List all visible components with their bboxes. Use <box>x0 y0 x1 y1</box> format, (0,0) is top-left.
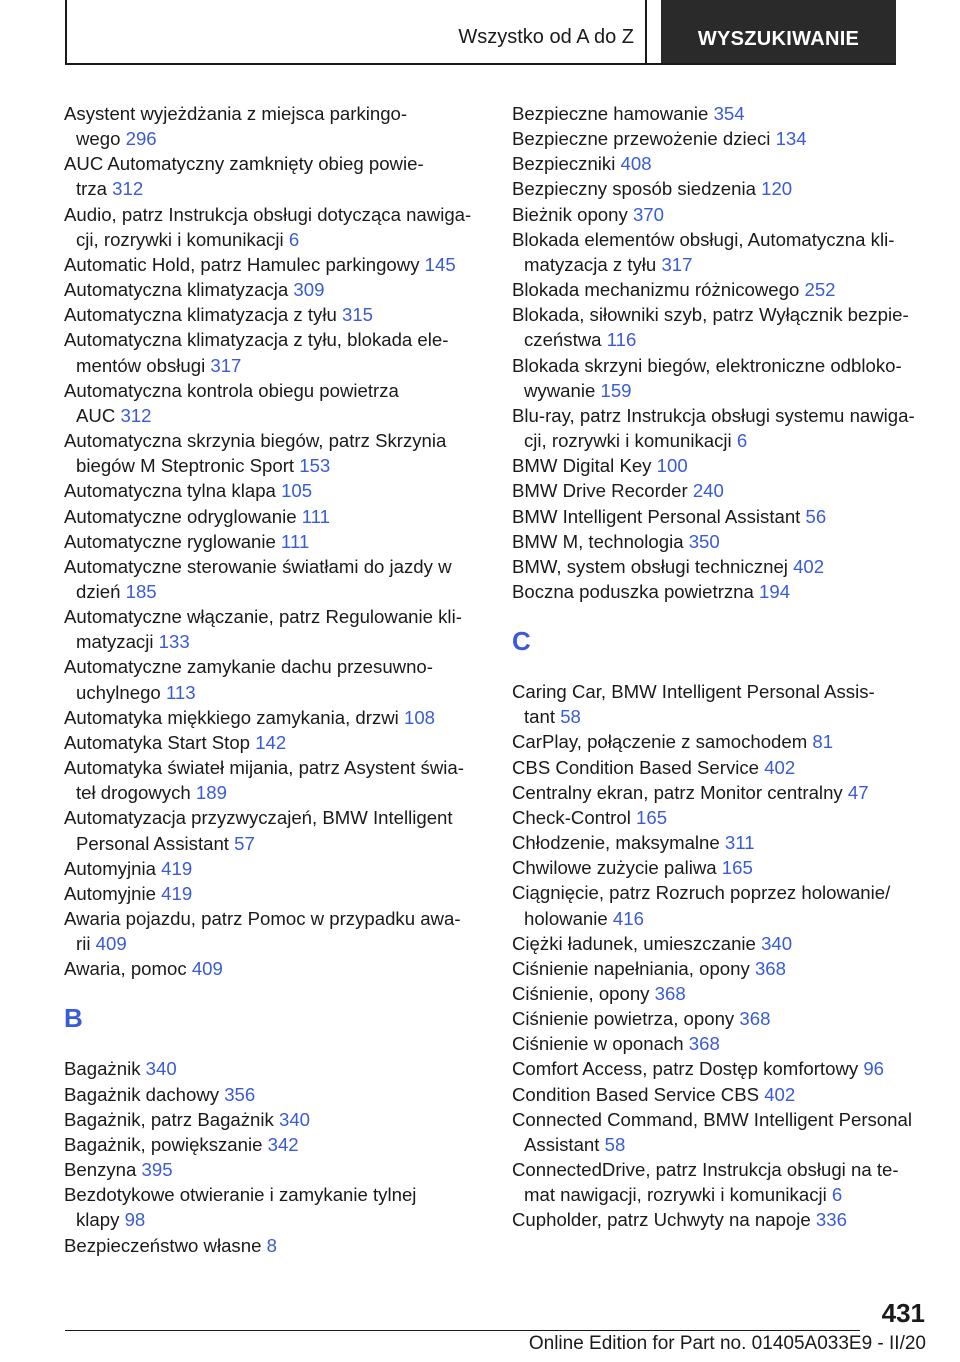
index-entry-text: Comfort Access, patrz Dostęp komfortowy <box>512 1058 859 1080</box>
index-entry-text: Ciężki ładunek, umieszczanie <box>512 932 756 954</box>
index-entry-text: mat nawigacji, rozrywki i komunikacji <box>524 1184 827 1206</box>
page-link[interactable]: 100 <box>656 455 688 477</box>
index-entry <box>64 202 484 252</box>
index-entry-text: Centralny ekran, patrz Monitor centralny <box>512 781 843 803</box>
index-entry <box>64 529 484 554</box>
index-entry-text: Chłodzenie, maksymalne <box>512 832 720 854</box>
index-entry-text: cji, rozrywki i komunikacji <box>524 430 732 452</box>
index-entry <box>64 1107 484 1132</box>
index-entry-text: rii <box>76 933 91 955</box>
index-entry-text: wego <box>76 128 121 150</box>
index-entry-text: Bagażnik <box>64 1058 141 1080</box>
page-link[interactable]: 47 <box>847 781 869 803</box>
index-entry <box>512 101 932 126</box>
page-link[interactable]: 402 <box>764 1083 796 1105</box>
page-link[interactable]: 6 <box>831 1184 843 1206</box>
index-entry <box>512 805 932 830</box>
page-link[interactable]: 296 <box>125 128 157 150</box>
index-entry-text: Benzyna <box>64 1159 137 1181</box>
index-entry <box>64 302 484 327</box>
page-link[interactable]: 153 <box>299 455 331 477</box>
index-entry <box>512 1006 932 1031</box>
page-link[interactable]: 317 <box>661 253 693 275</box>
index-entry-text: Chwilowe zużycie paliwa <box>512 857 717 879</box>
page-link[interactable]: 81 <box>812 731 834 753</box>
page-link[interactable]: 356 <box>224 1083 256 1105</box>
page-link[interactable]: 8 <box>266 1234 277 1256</box>
index-entry-text: klapy <box>76 1209 120 1231</box>
index-entry-text: BMW Drive Recorder <box>512 480 688 502</box>
index-entry-text: teł drogowych <box>76 782 191 804</box>
page-link[interactable]: 145 <box>424 253 456 275</box>
index-entry <box>512 830 932 855</box>
index-entry-text: tant <box>524 706 556 728</box>
page-link[interactable]: 133 <box>158 631 190 653</box>
index-entry-text: Bezpieczniki <box>512 153 616 175</box>
page-link[interactable]: 354 <box>713 103 745 124</box>
index-entry-text: Bagażnik dachowy <box>64 1083 220 1105</box>
index-entry-text: matyzacja z tyłu <box>524 253 657 275</box>
section-title: Wszystko od A do Z <box>458 26 634 48</box>
page-link[interactable]: 312 <box>112 178 144 200</box>
page-link[interactable]: 6 <box>288 228 300 250</box>
index-entry-text: Blokada, siłowniki szyb, patrz Wyłącznik bezpie- <box>512 304 909 326</box>
index-entry <box>512 1082 932 1107</box>
index-entry <box>512 353 932 403</box>
index-entry-text: Bagażnik, powiększanie <box>64 1133 263 1155</box>
index-entry-text: Cupholder, patrz Uchwyty na napoje <box>512 1209 811 1231</box>
page-link[interactable]: 340 <box>145 1058 177 1080</box>
index-entry-text: BMW M, technologia <box>512 530 684 552</box>
index-entry <box>64 327 484 377</box>
page-link[interactable]: 98 <box>124 1209 146 1231</box>
index-entry-text: Ciśnienie, opony <box>512 983 650 1004</box>
index-entry-text: Automatyczne ryglowanie <box>64 530 276 552</box>
page-link[interactable]: 395 <box>141 1159 173 1181</box>
index-entry-text: Audio, patrz Instrukcja obsługi dotycząca nawiga- <box>64 203 472 225</box>
index-entry-text: BMW, system obsługi technicznej <box>512 555 788 577</box>
index-entry-text: CarPlay, połączenie z samochodem <box>512 731 808 753</box>
page-link[interactable]: 56 <box>805 505 827 527</box>
index-entry <box>64 730 484 755</box>
index-entry-text: BMW Intelligent Personal Assistant <box>512 505 801 527</box>
index-entry-text: Blokada elementów obsługi, Automatyczna kli- <box>512 228 895 250</box>
index-entry-text: wywanie <box>524 379 596 401</box>
index-entry <box>512 931 932 956</box>
index-entry-text: AUC Automatyczny zamknięty obieg powie- <box>64 153 424 175</box>
index-entry-text: Ciśnienie napełniania, opony <box>512 957 750 979</box>
index-entry-text: mentów obsługi <box>76 354 206 376</box>
page-link[interactable]: 105 <box>281 480 313 502</box>
index-entry-text: Connected Command, BMW Intelligent Personal <box>512 1108 912 1130</box>
page-link[interactable]: 312 <box>120 404 152 426</box>
page-link[interactable]: 111 <box>281 530 310 552</box>
index-entry-text: Blokada skrzyni biegów, elektroniczne odbloko- <box>512 354 902 376</box>
page-link[interactable]: 409 <box>191 958 223 980</box>
index-entry <box>64 554 484 604</box>
index-column-right <box>512 101 932 1233</box>
index-entry <box>512 302 932 352</box>
index-entry <box>512 880 932 930</box>
index-entry-text: Check-Control <box>512 806 631 828</box>
index-entry-text: Boczna poduszka powietrzna <box>512 580 754 602</box>
index-entry <box>64 101 484 151</box>
page-link[interactable]: 57 <box>234 832 255 854</box>
page-link[interactable]: 370 <box>632 203 664 225</box>
index-entry-text: Automatic Hold, patrz Hamulec parkingowy <box>64 253 420 275</box>
index-entry <box>512 1056 932 1081</box>
index-entry <box>512 755 932 780</box>
search-tab[interactable]: WYSZUKIWANIE <box>661 0 896 65</box>
page-link[interactable]: 419 <box>161 857 193 879</box>
index-entry-text: dzień <box>76 580 121 602</box>
page-link[interactable]: 96 <box>863 1058 885 1080</box>
index-entry-text: uchylnego <box>76 681 161 703</box>
page-link[interactable]: 58 <box>604 1133 626 1155</box>
index-entry <box>64 504 484 529</box>
page-link[interactable]: 402 <box>764 756 796 778</box>
index-entry <box>64 805 484 855</box>
index-entry-text: Automatyczna kontrola obiegu powietrza <box>64 379 399 401</box>
index-entry <box>64 151 484 201</box>
index-entry-text: Awaria pojazdu, patrz Pomoc w przypadku awa- <box>64 908 461 929</box>
page-number: 431 <box>881 1298 925 1328</box>
index-entry-text: holowanie <box>524 907 608 929</box>
index-entry <box>64 856 484 881</box>
header-divider <box>65 63 896 65</box>
page-link[interactable]: 189 <box>195 782 227 804</box>
page-link[interactable]: 142 <box>255 731 287 753</box>
page-link[interactable]: 252 <box>804 279 836 301</box>
index-entry-text: Awaria, pomoc <box>64 958 187 980</box>
index-entry <box>512 176 932 201</box>
index-entry <box>64 1157 484 1182</box>
index-entry-text: Ciśnienie w oponach <box>512 1033 684 1055</box>
page-link[interactable]: 120 <box>761 178 793 200</box>
index-entry-text: Personal Assistant <box>76 832 229 854</box>
index-entry <box>64 1132 484 1157</box>
index-entry <box>64 428 484 478</box>
page-link[interactable]: 368 <box>739 1008 771 1030</box>
index-entry <box>512 554 932 579</box>
index-entry <box>512 1031 932 1056</box>
index-entry <box>512 227 932 277</box>
index-entry-text: Automatyzacja przyzwyczajeń, BMW Intelligent <box>64 807 453 829</box>
index-entry-text: Automatyczne zamykanie dachu przesuwno- <box>64 656 433 678</box>
page-link[interactable]: 350 <box>688 530 720 552</box>
page-link[interactable]: 336 <box>815 1209 847 1231</box>
index-entry-text: Automatyczna klimatyzacja <box>64 279 289 301</box>
index-entry <box>512 780 932 805</box>
index-entry-text: Bezpieczeństwo własne <box>64 1234 262 1256</box>
index-entry-text: Automatyczna klimatyzacja z tyłu <box>64 304 337 326</box>
index-entry-text: Blu-ray, patrz Instrukcja obsługi systemu nawiga- <box>512 404 915 426</box>
index-entry <box>512 579 932 604</box>
index-entry <box>512 453 932 478</box>
index-entry-text: BMW Digital Key <box>512 455 652 477</box>
page-link[interactable]: 368 <box>754 957 786 979</box>
page-link[interactable]: 317 <box>210 354 242 376</box>
index-entry-text: Bezpieczne hamowanie <box>512 103 709 124</box>
index-entry-text: CBS Condition Based Service <box>512 756 760 778</box>
index-entry <box>512 981 932 1006</box>
page-link[interactable]: 113 <box>165 681 196 703</box>
index-entry-text: Bagażnik, patrz Bagażnik <box>64 1108 274 1130</box>
index-entry-text: ConnectedDrive, patrz Instrukcja obsługi na te- <box>512 1159 899 1181</box>
index-entry <box>64 378 484 428</box>
index-entry <box>64 1056 484 1081</box>
index-entry <box>512 1207 932 1232</box>
index-entry-text: cji, rozrywki i komunikacji <box>76 228 284 250</box>
index-entry <box>64 956 484 981</box>
page-link[interactable]: 309 <box>293 279 325 301</box>
index-entry-text: Assistant <box>524 1133 600 1155</box>
index-entry-text: Automatyczne sterowanie światłami do jazdy w <box>64 555 452 577</box>
page-link[interactable]: 368 <box>654 983 686 1004</box>
index-entry <box>64 654 484 704</box>
index-entry-text: Blokada mechanizmu różnicowego <box>512 279 800 301</box>
index-entry <box>64 881 484 906</box>
index-entry-text: trza <box>76 178 107 200</box>
index-entry <box>512 478 932 503</box>
index-entry <box>512 126 932 151</box>
index-entry-text: Caring Car, BMW Intelligent Personal Assis- <box>512 681 875 703</box>
page-link[interactable]: 116 <box>606 329 637 351</box>
page-link[interactable]: 408 <box>620 153 652 175</box>
index-entry-text: matyzacji <box>76 631 154 653</box>
footer-divider <box>65 1330 860 1331</box>
page-link[interactable]: 6 <box>736 430 748 452</box>
index-letter-heading: C <box>512 626 531 657</box>
page-link[interactable]: 159 <box>600 379 632 401</box>
index-entry-text: biegów M Steptronic Sport <box>76 455 295 477</box>
index-entry <box>64 705 484 730</box>
index-entry-text: Automatyczne włączanie, patrz Regulowanie kli- <box>64 606 462 628</box>
page-link[interactable]: 165 <box>636 806 668 828</box>
index-entry-text: Automatyczna klimatyzacja z tyłu, blokada ele- <box>64 329 449 351</box>
index-entry <box>512 679 932 729</box>
index-entry <box>64 604 484 654</box>
index-entry <box>64 755 484 805</box>
index-entry-text: Condition Based Service CBS <box>512 1083 760 1105</box>
page-link[interactable]: 240 <box>692 480 724 502</box>
index-entry <box>512 504 932 529</box>
page-link[interactable]: 111 <box>301 505 330 527</box>
index-entry-text: Automatyka świateł mijania, patrz Asystent świa- <box>64 757 464 779</box>
footer-edition: Online Edition for Part no. 01405A033E9 - II/20 <box>528 1333 926 1354</box>
page-link[interactable]: 409 <box>95 933 127 955</box>
index-entry <box>512 729 932 754</box>
index-entry-text: Automyjnia <box>64 857 156 879</box>
page-link[interactable]: 340 <box>279 1108 311 1130</box>
index-entry-text: Automyjnie <box>64 882 156 904</box>
index-entry <box>64 1182 484 1232</box>
page-link[interactable]: 311 <box>724 832 755 854</box>
index-entry <box>64 277 484 302</box>
index-entry-text: Bezpieczne przewożenie dzieci <box>512 128 771 150</box>
index-entry <box>64 906 484 956</box>
page-link[interactable]: 402 <box>793 555 825 577</box>
index-entry <box>512 151 932 176</box>
index-entry-text: Automatyczna tylna klapa <box>64 480 276 502</box>
page-link[interactable]: 342 <box>267 1133 299 1155</box>
index-entry-text: Ciśnienie powietrza, opony <box>512 1008 735 1030</box>
index-entry <box>512 1107 932 1157</box>
index-entry <box>512 277 932 302</box>
index-letter-heading: B <box>64 1003 83 1034</box>
page-link[interactable]: 315 <box>341 304 374 326</box>
page-link[interactable]: 58 <box>560 706 581 728</box>
index-entry <box>64 478 484 503</box>
page-link[interactable]: 194 <box>759 580 791 602</box>
page-link[interactable]: 340 <box>761 932 793 954</box>
index-entry <box>512 403 932 453</box>
index-entry <box>512 202 932 227</box>
page-link[interactable]: 368 <box>688 1033 720 1055</box>
page-link[interactable]: 108 <box>404 706 436 728</box>
index-entry <box>512 855 932 880</box>
page-link[interactable]: 134 <box>775 128 807 150</box>
index-entry <box>64 1233 484 1258</box>
page-link[interactable]: 419 <box>161 882 193 904</box>
index-column-left <box>64 101 484 1258</box>
index-entry-text: Asystent wyjeżdżania z miejsca parkingo- <box>64 103 408 124</box>
index-entry <box>64 252 484 277</box>
page-link[interactable]: 185 <box>125 580 157 602</box>
index-entry-text: Bezpieczny sposób siedzenia <box>512 178 756 200</box>
index-entry <box>512 529 932 554</box>
index-entry-text: AUC <box>76 404 116 426</box>
page-link[interactable]: 165 <box>721 857 753 879</box>
index-entry-text: czeństwa <box>524 329 602 351</box>
index-entry-text: Bieżnik opony <box>512 203 628 225</box>
index-entry-text: Automatyka miękkiego zamykania, drzwi <box>64 706 399 728</box>
index-entry-text: Automatyczna skrzynia biegów, patrz Skrzynia <box>64 430 447 452</box>
index-entry <box>64 1082 484 1107</box>
index-entry-text: Automatyczne odryglowanie <box>64 505 297 527</box>
index-entry-text: Ciągnięcie, patrz Rozruch poprzez holowanie/ <box>512 882 891 904</box>
index-entry <box>512 956 932 981</box>
index-entry-text: Automatyka Start Stop <box>64 731 251 753</box>
page-link[interactable]: 416 <box>612 907 644 929</box>
index-entry <box>512 1157 932 1207</box>
index-entry-text: Bezdotykowe otwieranie i zamykanie tylnej <box>64 1184 417 1206</box>
